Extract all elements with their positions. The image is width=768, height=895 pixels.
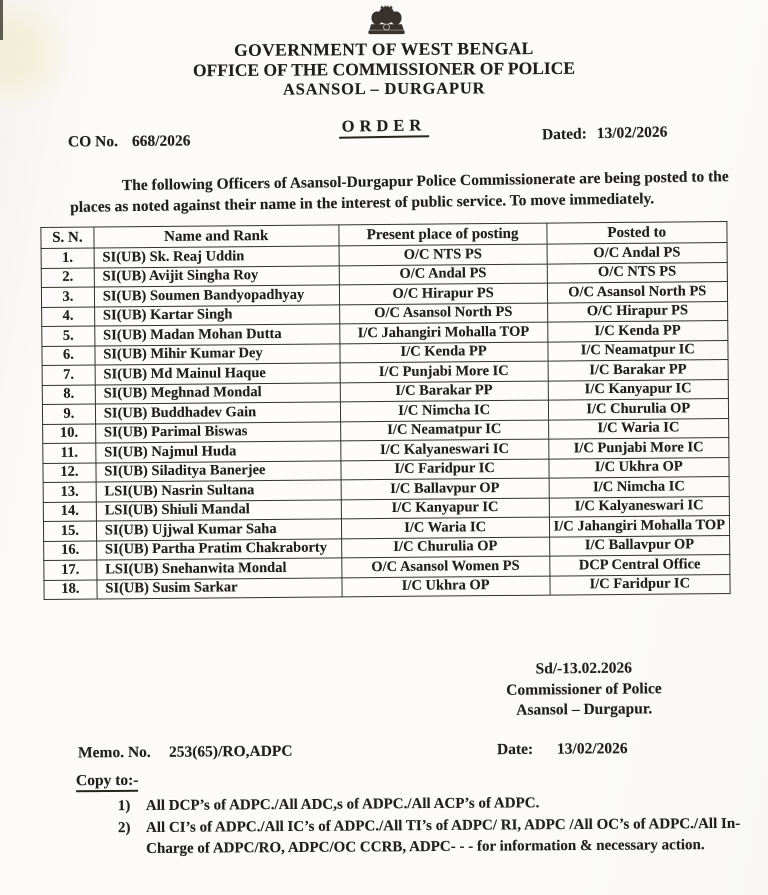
signature-block (478, 658, 691, 722)
order-title: ORDER (339, 115, 430, 138)
co-number-label: CO No. (67, 133, 119, 151)
serial-cell: 4. (42, 307, 95, 327)
officer-posting-table (40, 221, 730, 600)
dated-label: Dated: (541, 125, 587, 144)
present-posting-cell: I/C Nimcha IC (340, 400, 548, 421)
header-posted-to: Posted to (546, 222, 727, 245)
scan-artifact (0, 0, 3, 40)
serial-cell: 11. (43, 443, 96, 463)
posted-to-cell: I/C Faridpur IC (550, 574, 731, 595)
name-cell: SI(UB) Ujjwal Kumar Saha (96, 519, 341, 541)
name-cell: SI(UB) Avijit Singha Roy (94, 265, 339, 287)
officer-table-body (41, 243, 730, 600)
serial-cell: 1. (41, 248, 94, 268)
letterhead-office-line: OFFICE OF THE COMMISSIONER OF POLICE (192, 57, 576, 81)
serial-cell: 17. (44, 560, 97, 580)
header-name-rank: Name and Rank (94, 225, 339, 248)
dated-line (542, 124, 668, 145)
name-cell: SI(UB) Partha Pratim Chakraborty (96, 538, 341, 560)
copy-to-list (116, 792, 742, 861)
name-cell: SI(UB) Sk. Reaj Uddin (94, 246, 339, 268)
posted-to-cell: I/C Waria IC (548, 418, 729, 439)
letterhead-government-line: GOVERNMENT OF WEST BENGAL (234, 38, 534, 60)
letterhead-city-line: ASANSOL – DURGAPUR (282, 78, 486, 99)
present-posting-cell: O/C NTS PS (339, 244, 547, 265)
serial-cell: 8. (42, 385, 95, 405)
present-posting-cell: I/C Ukhra OP (342, 576, 550, 597)
posted-to-cell: O/C Hirapur PS (547, 301, 728, 322)
serial-cell: 16. (44, 541, 97, 561)
name-cell: SI(UB) Md Mainul Haque (95, 363, 340, 385)
serial-cell: 18. (44, 580, 97, 600)
serial-cell: 5. (42, 326, 95, 346)
copy-to-item (116, 813, 742, 860)
serial-cell: 6. (42, 346, 95, 366)
posted-to-cell: I/C Kanyapur IC (548, 379, 729, 400)
memo-row (0, 739, 768, 767)
posted-to-cell: I/C Punjabi More IC (548, 438, 729, 459)
serial-cell: 12. (43, 463, 96, 483)
header-present-posting: Present place of posting (339, 223, 547, 246)
present-posting-cell: I/C Churulia OP (341, 537, 549, 558)
posted-to-cell: O/C NTS PS (547, 262, 728, 283)
serial-cell: 7. (42, 365, 95, 385)
memo-number-label: Memo. No. (77, 743, 151, 762)
co-number-value: 668/2026 (131, 132, 191, 150)
name-cell: SI(UB) Najmul Huda (96, 441, 341, 463)
co-number-line (68, 132, 191, 151)
posted-to-cell: I/C Ukhra OP (548, 457, 729, 478)
present-posting-cell: O/C Hirapur PS (339, 283, 547, 304)
copy-to-item-text: All DCP’s of ADPC./All ADC,s of ADPC./All ACP’s of ADPC. (145, 795, 540, 814)
letterhead (0, 37, 768, 102)
dated-value: 13/02/2026 (596, 123, 668, 143)
posted-to-cell: O/C Asansol North PS (547, 282, 728, 303)
present-posting-cell: O/C Asansol Women PS (342, 556, 550, 577)
serial-cell: 10. (43, 424, 96, 444)
memo-date-value: 13/02/2026 (556, 740, 628, 758)
name-cell: SI(UB) Siladitya Banerjee (96, 460, 341, 482)
name-cell: LSI(UB) Shiuli Mandal (96, 499, 341, 521)
present-posting-cell: O/C Asansol North PS (339, 303, 547, 324)
serial-cell: 9. (42, 404, 95, 424)
present-posting-cell: I/C Neamatpur IC (340, 420, 548, 441)
name-cell: SI(UB) Parimal Biswas (95, 421, 340, 443)
present-posting-cell: I/C Barakar PP (340, 381, 548, 402)
signature-sd-line: Sd/-13.02.2026 (535, 659, 633, 678)
serial-cell: 3. (41, 287, 94, 307)
name-cell: SI(UB) Kartar Singh (94, 304, 339, 326)
name-cell: SI(UB) Soumen Bandyopadhyay (94, 285, 339, 307)
posted-to-cell: DCP Central Office (549, 555, 730, 576)
copy-to-item-number: 1) (117, 798, 131, 815)
present-posting-cell: I/C Kenda PP (340, 342, 548, 363)
name-cell: LSI(UB) Snehanwita Mondal (97, 558, 342, 580)
posted-to-cell: I/C Barakar PP (548, 360, 729, 381)
header-serial: S. N. (41, 227, 94, 248)
present-posting-cell: I/C Jahangiri Mohalla TOP (339, 322, 547, 343)
order-body-paragraph: The following Officers of Asansol-Durgapur Police Commissionerate are being posted to the places as noted against their name in the interest of public service. To move immediately. (70, 168, 729, 216)
posted-to-cell: I/C Ballavpur OP (549, 535, 730, 556)
posted-to-cell: I/C Kenda PP (547, 321, 728, 342)
present-posting-cell: O/C Andal PS (339, 264, 547, 285)
name-cell: SI(UB) Susim Sarkar (97, 577, 342, 599)
serial-cell: 13. (43, 482, 96, 502)
name-cell: SI(UB) Mihir Kumar Dey (95, 343, 340, 365)
present-posting-cell: I/C Kanyapur IC (341, 498, 549, 519)
serial-cell: 15. (43, 521, 96, 541)
copy-to-item-number: 2) (117, 819, 131, 836)
present-posting-cell: I/C Waria IC (341, 517, 549, 538)
present-posting-cell: I/C Punjabi More IC (340, 361, 548, 382)
name-cell: SI(UB) Buddhadev Gain (95, 402, 340, 424)
present-posting-cell: I/C Faridpur IC (341, 459, 549, 480)
memo-number-value: 253(65)/RO,ADPC (168, 742, 293, 761)
posted-to-cell: O/C Andal PS (547, 243, 728, 264)
present-posting-cell: I/C Kalyaneswari IC (340, 439, 548, 460)
copy-to-item-text: All CI’s of ADPC./All IC’s of ADPC./All TI’s of ADPC/ RI, ADPC /All OC’s of ADPC./All In-Charge of ADPC/RO, ADPC/OC CCRB, ADPC- - - for information & necessary action. (145, 815, 741, 857)
serial-cell: 2. (41, 268, 94, 288)
serial-cell: 14. (43, 502, 96, 522)
name-cell: SI(UB) Madan Mohan Dutta (95, 324, 340, 346)
posted-to-cell: I/C Kalyaneswari IC (549, 496, 730, 517)
posted-to-cell: I/C Jahangiri Mohalla TOP (549, 516, 730, 537)
posted-to-cell: I/C Neamatpur IC (547, 340, 728, 361)
signature-place: Asansol – Durgapur. (516, 700, 653, 719)
memo-date-label: Date: (496, 740, 534, 759)
posted-to-cell: I/C Churulia OP (548, 399, 729, 420)
name-cell: SI(UB) Meghnad Mondal (95, 382, 340, 404)
copy-to-heading: Copy to:- (76, 772, 139, 792)
posted-to-cell: I/C Nimcha IC (549, 477, 730, 498)
present-posting-cell: I/C Ballavpur OP (341, 478, 549, 499)
name-cell: LSI(UB) Nasrin Sultana (96, 480, 341, 502)
signature-designation: Commissioner of Police (506, 679, 662, 699)
